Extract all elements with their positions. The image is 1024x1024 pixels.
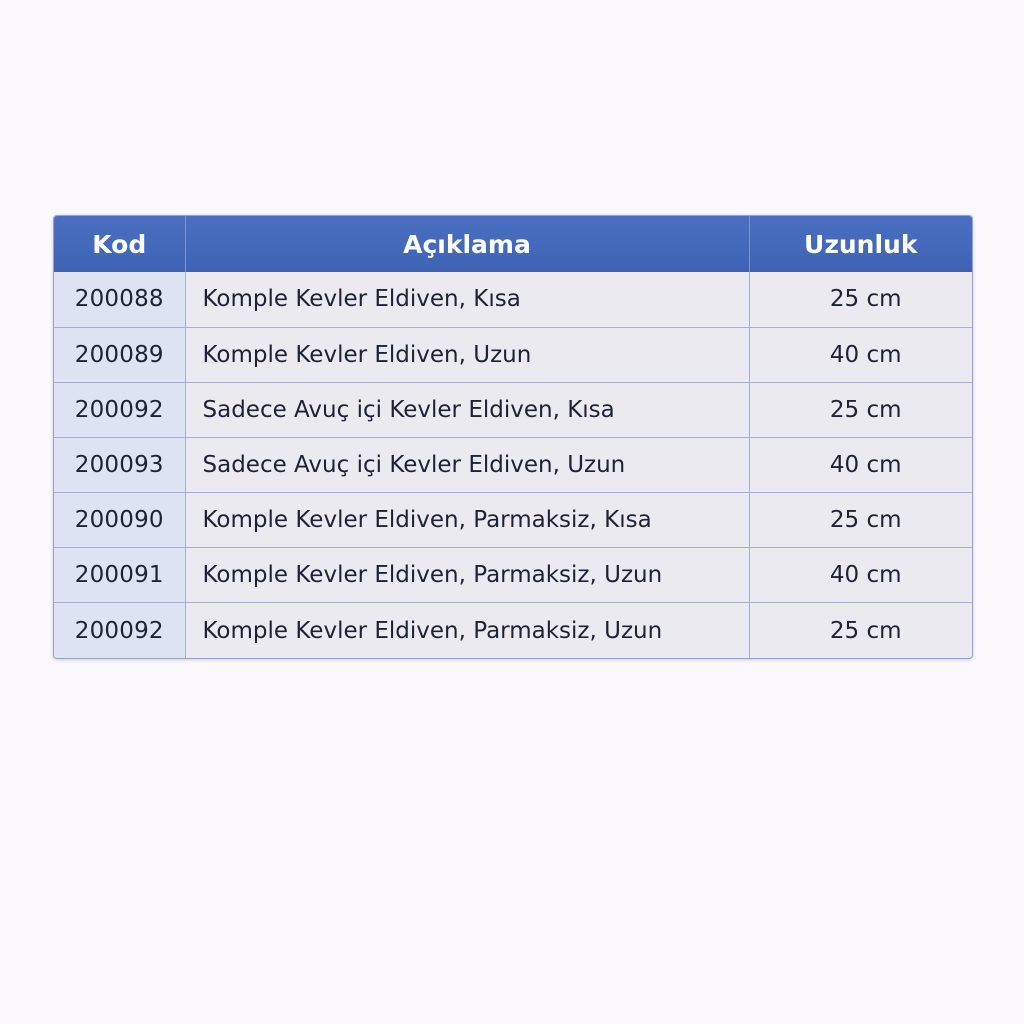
cell-uzunluk: 40 cm [749, 327, 972, 382]
header-kod: Kod [54, 216, 185, 272]
table-body [54, 272, 972, 658]
header-uzunluk: Uzunluk [749, 216, 972, 272]
cell-aciklama: Komple Kevler Eldiven, Kısa [185, 272, 749, 327]
cell-kod: 200088 [54, 272, 185, 327]
cell-uzunluk: 25 cm [749, 603, 972, 658]
cell-kod: 200092 [54, 603, 185, 658]
table-header [54, 216, 972, 272]
table-row [54, 493, 972, 548]
cell-aciklama: Sadece Avuç içi Kevler Eldiven, Kısa [185, 382, 749, 437]
cell-aciklama: Sadece Avuç içi Kevler Eldiven, Uzun [185, 437, 749, 492]
table-row [54, 603, 972, 658]
cell-aciklama: Komple Kevler Eldiven, Parmaksiz, Uzun [185, 548, 749, 603]
cell-aciklama: Komple Kevler Eldiven, Parmaksiz, Kısa [185, 493, 749, 548]
table-row [54, 548, 972, 603]
cell-kod: 200093 [54, 437, 185, 492]
cell-aciklama: Komple Kevler Eldiven, Parmaksiz, Uzun [185, 603, 749, 658]
table-row [54, 327, 972, 382]
cell-uzunluk: 25 cm [749, 493, 972, 548]
cell-kod: 200089 [54, 327, 185, 382]
cell-uzunluk: 40 cm [749, 437, 972, 492]
table-row [54, 382, 972, 437]
cell-uzunluk: 40 cm [749, 548, 972, 603]
cell-uzunluk: 25 cm [749, 272, 972, 327]
table-row [54, 272, 972, 327]
header-aciklama: Açıklama [185, 216, 749, 272]
cell-kod: 200092 [54, 382, 185, 437]
table-row [54, 437, 972, 492]
cell-kod: 200091 [54, 548, 185, 603]
cell-kod: 200090 [54, 493, 185, 548]
cell-aciklama: Komple Kevler Eldiven, Uzun [185, 327, 749, 382]
product-table [53, 215, 973, 659]
header-row [54, 216, 972, 272]
cell-uzunluk: 25 cm [749, 382, 972, 437]
product-table-grid [54, 216, 972, 658]
